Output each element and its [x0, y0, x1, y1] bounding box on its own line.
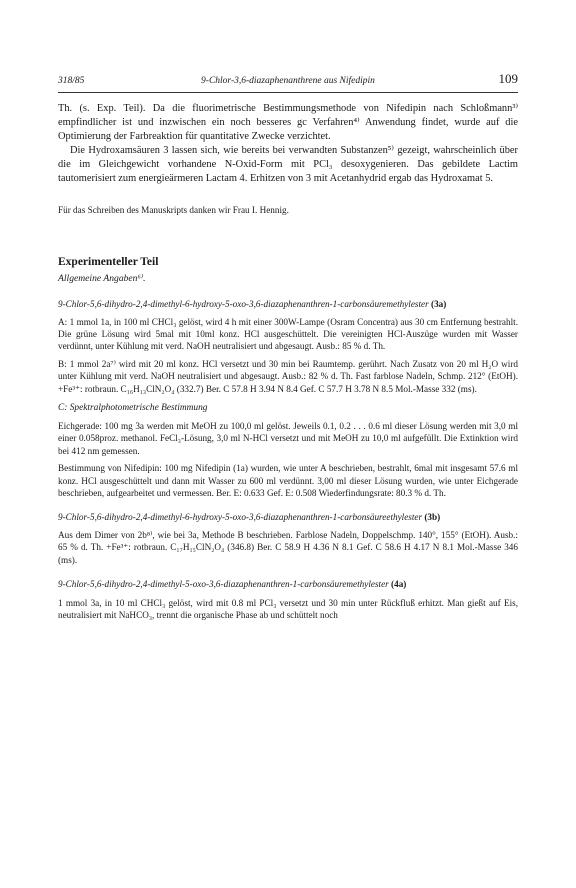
page-body — [58, 102, 518, 621]
compound-3a-method-a: A: 1 mmol 1a, in 100 ml CHCl₃ gelöst, wird 4 h mit einer 300W-Lampe (Osram Concentra) aus 30 cm Entfernung bestrahlt. Die grüne Lösung wird 5mal mit 10ml konz. HCl ausgeschüttelt. Die vereinigten HCl-Auszüge wurden mit Wasser verdünnt, unter Kühlung mit verd. NaOH neutralisiert und abgesaugt. Ausb.: 85 % d. Th. — [58, 316, 518, 352]
compound-4a-heading — [58, 578, 518, 591]
acknowledgement: Für das Schreiben des Manuskripts danken wir Frau I. Hennig. — [58, 205, 289, 215]
compound-4a-code: (4a) — [391, 579, 407, 590]
header-rule — [58, 92, 518, 93]
compound-3a-heading — [58, 298, 518, 311]
compound-3a-calibration: Eichgerade: 100 mg 3a werden mit MeOH zu 100,0 ml gelöst. Jeweils 0.1, 0.2 . . . 0.6 ml dieser Lösung werden mit 3,0 ml einer 0.058proz. methanol. FeCl₃-Lösung, 3,0 ml N-HCl versetzt und mit MeOH zu 10,0 ml aufgefüllt. Die Extinktion wird bei 412 nm gemessen. — [58, 420, 518, 456]
compound-3a-method-c-title: C: Spektralphotometrische Bestimmung — [58, 402, 208, 413]
compound-3a-name: 9-Chlor-5,6-dihydro-2,4-dimethyl-6-hydroxy-5-oxo-3,6-diazaphenanthren-1-carbonsäuremethylester — [58, 299, 429, 309]
compound-4a-text: 1 mmol 3a, in 10 ml CHCl₃ gelöst, wird mit 0.8 ml PCl₃ versetzt und 30 min unter Rückfluß erhitzt. Man gießt auf Eis, neutralisiert mit NaHCO₃, trennt die organische Phase ab und schüttelt noch — [58, 597, 518, 620]
compound-3b-heading — [58, 511, 518, 524]
page-number: 109 — [498, 71, 518, 86]
section-heading: Experimenteller Teil — [58, 256, 159, 268]
compound-3a-nifedipin-determination: Bestimmung von Nifedipin: 100 mg Nifedipin (1a) wurden, wie unter A beschrieben, bestrahlt, 6mal mit insgesamt 57.6 ml konz. HCl ausgeschüttelt und dann mit Wasser zu 600 ml verdünnt. 3,00 ml dieser Lösung wurden, wie unter Eichgerade beschrieben, aufgearbeitet und vermessen. Ber. E: 0.633 Gef. E: 0.508 Wiederfindungsrate: 80.3 % d. Th. — [58, 463, 518, 498]
compound-3b-text: Aus dem Dimer von 2b⁸⁾, wie bei 3a, Methode B beschrieben. Farblose Nadeln, Doppelschmp. 140°, 155° (EtOH). Ausb.: 65 % d. Th. +Fe³⁺: rotbraun. C₁₇H₁₅ClN₂O₄ (346.8) Ber. C 58.9 H 4.36 N 8.1 Gef. C 58.6 H 4.17 N 8.1 Mol.-Masse 346 (ms). — [58, 529, 518, 565]
general-information: Allgemeine Angaben⁶⁾. — [58, 273, 146, 284]
journal-reference: 318/85 — [58, 76, 85, 86]
paragraph-hydroxamic-acids: Die Hydroxamsäuren 3 lassen sich, wie bereits bei verwandten Substanzen⁵⁾ gezeigt, wahrscheinlich über die im Gleichgewicht vorhandene N-Oxid-Form mit PCl₃ desoxygenieren. Das gebildete Lactim tautomerisiert zum energieärmeren Lactam 4. Erhitzen von 3 mit Acetanhydrid ergab das Hydroxamat 5. — [58, 145, 518, 184]
compound-3b-code: (3b) — [424, 512, 441, 523]
running-header — [58, 70, 518, 90]
compound-4a-name: 9-Chlor-5,6-dihydro-2,4-dimethyl-5-oxo-3,6-diazaphenanthren-1-carbonsäuremethylester — [58, 579, 389, 590]
compound-3a-method-b: B: 1 mmol 2a⁷⁾ wird mit 20 ml konz. HCl versetzt und 30 min bei Raumtemp. gerührt. Nach Zusatz von 20 ml H₂O wird unter Kühlung mit verd. NaOH neutralisiert und abgesaugt. Ausb.: 82 % d. Th. Fast farblose Nadeln, Schmp. 212° (EtOH). +Fe³⁺: rotbraun. C₁₆H₁₃ClN₂O₄ (332.7) Ber. C 57.8 H 3.94 N 8.4 Gef. C 57.7 H 3.78 N 8.5 Mol.-Masse 332 (ms). — [58, 358, 518, 394]
running-title: 9-Chlor-3,6-diazaphenanthrene aus Nifedipin — [201, 76, 375, 86]
compound-3b-name: 9-Chlor-5,6-dihydro-2,4-dimethyl-6-hydroxy-5-oxo-3,6-diazaphenanthren-1-carbonsäureethylester — [58, 512, 423, 523]
paragraph-fluorimetry: Th. (s. Exp. Teil). Da die fluorimetrische Bestimmungsmethode von Nifedipin nach Schloßmann³⁾ empfindlicher ist und inzwischen ein noch besseres gc Verfahren⁴⁾ Anwendung findet, wurde auf die Optimierung der Farbreaktion für quantitative Zwecke verzichtet. — [58, 103, 518, 142]
compound-3a-code: (3a) — [431, 299, 447, 309]
